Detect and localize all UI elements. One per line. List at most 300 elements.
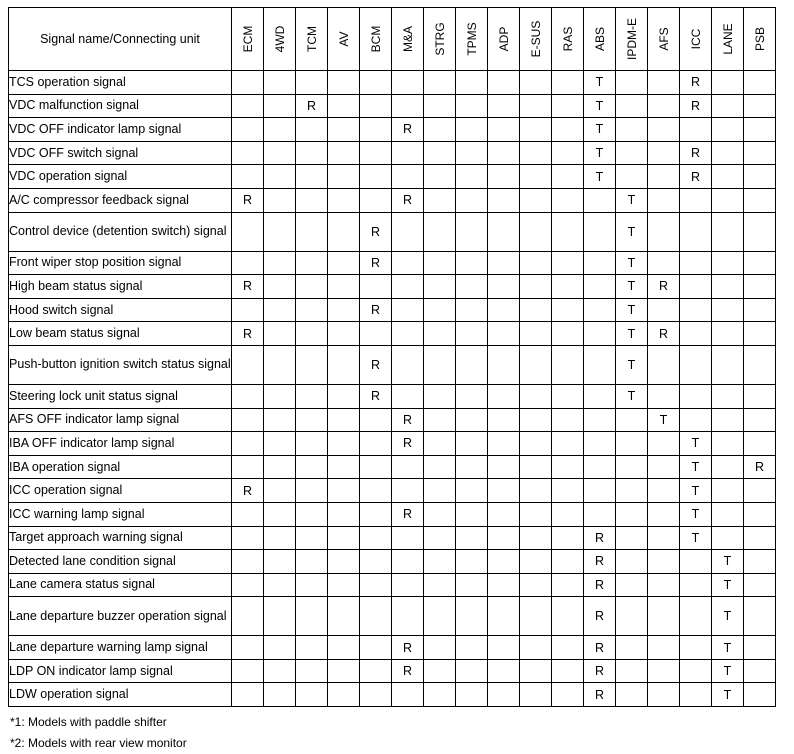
header-unit — [552, 8, 584, 71]
signal-name: VDC operation signal — [9, 165, 232, 189]
unit-cell — [360, 188, 392, 212]
unit-cell — [648, 118, 680, 142]
unit-cell: T — [616, 298, 648, 322]
unit-cell: R — [232, 479, 264, 503]
unit-cell — [648, 432, 680, 456]
unit-cell — [584, 384, 616, 408]
unit-cell — [392, 384, 424, 408]
unit-cell — [360, 573, 392, 597]
header-unit-label: PSB — [752, 26, 767, 52]
signal-name: Lane departure warning lamp signal — [9, 636, 232, 660]
table-row — [9, 165, 776, 189]
unit-cell — [744, 165, 776, 189]
table-row — [9, 345, 776, 384]
unit-cell: T — [680, 479, 712, 503]
unit-cell — [744, 384, 776, 408]
unit-cell — [488, 573, 520, 597]
unit-cell — [744, 345, 776, 384]
unit-cell — [264, 188, 296, 212]
unit-cell: R — [584, 550, 616, 574]
unit-cell — [584, 212, 616, 251]
unit-cell — [232, 165, 264, 189]
unit-cell — [360, 94, 392, 118]
unit-cell — [616, 479, 648, 503]
unit-cell — [584, 322, 616, 346]
unit-cell: T — [712, 573, 744, 597]
unit-cell — [264, 659, 296, 683]
unit-cell — [552, 71, 584, 95]
unit-cell: T — [616, 322, 648, 346]
signal-name: LDW operation signal — [9, 683, 232, 707]
unit-cell — [648, 455, 680, 479]
unit-cell — [328, 251, 360, 275]
signal-name: A/C compressor feedback signal — [9, 188, 232, 212]
unit-cell — [360, 408, 392, 432]
unit-cell — [616, 526, 648, 550]
unit-cell — [680, 298, 712, 322]
unit-cell — [392, 275, 424, 299]
signal-name: VDC malfunction signal — [9, 94, 232, 118]
unit-cell — [520, 408, 552, 432]
unit-cell — [680, 212, 712, 251]
unit-cell — [552, 432, 584, 456]
unit-cell — [488, 455, 520, 479]
unit-cell — [520, 165, 552, 189]
unit-cell — [424, 636, 456, 660]
unit-cell — [520, 322, 552, 346]
unit-cell — [296, 345, 328, 384]
unit-cell — [392, 71, 424, 95]
unit-cell — [712, 502, 744, 526]
signal-name: Lane camera status signal — [9, 573, 232, 597]
unit-cell — [744, 322, 776, 346]
unit-cell — [488, 345, 520, 384]
unit-cell — [520, 479, 552, 503]
unit-cell — [264, 298, 296, 322]
unit-cell — [296, 636, 328, 660]
unit-cell: T — [648, 408, 680, 432]
header-unit — [232, 8, 264, 71]
unit-cell — [616, 502, 648, 526]
unit-cell — [488, 636, 520, 660]
unit-cell — [744, 251, 776, 275]
unit-cell — [552, 636, 584, 660]
table-row — [9, 141, 776, 165]
unit-cell — [616, 455, 648, 479]
table-row — [9, 683, 776, 707]
table-row — [9, 118, 776, 142]
unit-cell — [264, 94, 296, 118]
unit-cell — [424, 71, 456, 95]
unit-cell — [552, 275, 584, 299]
header-unit — [328, 8, 360, 71]
unit-cell — [552, 345, 584, 384]
unit-cell — [232, 432, 264, 456]
unit-cell — [392, 683, 424, 707]
unit-cell — [488, 479, 520, 503]
unit-cell — [648, 188, 680, 212]
unit-cell — [616, 659, 648, 683]
unit-cell — [616, 94, 648, 118]
unit-cell — [744, 502, 776, 526]
signal-name: Front wiper stop position signal — [9, 251, 232, 275]
unit-cell — [520, 188, 552, 212]
unit-cell — [424, 408, 456, 432]
unit-cell — [488, 550, 520, 574]
unit-cell — [552, 408, 584, 432]
unit-cell — [520, 275, 552, 299]
unit-cell — [552, 94, 584, 118]
header-unit — [456, 8, 488, 71]
unit-cell — [296, 212, 328, 251]
unit-cell — [296, 188, 328, 212]
unit-cell: R — [392, 118, 424, 142]
unit-cell: T — [584, 71, 616, 95]
unit-cell — [712, 212, 744, 251]
unit-cell — [264, 322, 296, 346]
unit-cell — [264, 165, 296, 189]
unit-cell — [328, 479, 360, 503]
unit-cell: T — [712, 659, 744, 683]
unit-cell: R — [360, 345, 392, 384]
unit-cell — [328, 118, 360, 142]
signal-name: High beam status signal — [9, 275, 232, 299]
unit-cell — [296, 455, 328, 479]
unit-cell — [488, 298, 520, 322]
unit-cell — [712, 408, 744, 432]
table-body — [9, 71, 776, 707]
unit-cell — [424, 683, 456, 707]
unit-cell — [296, 322, 328, 346]
unit-cell — [392, 597, 424, 636]
unit-cell — [264, 526, 296, 550]
unit-cell — [328, 322, 360, 346]
unit-cell — [712, 275, 744, 299]
unit-cell — [616, 573, 648, 597]
table-row — [9, 94, 776, 118]
table-row — [9, 636, 776, 660]
unit-cell — [360, 432, 392, 456]
unit-cell — [744, 141, 776, 165]
unit-cell — [584, 188, 616, 212]
unit-cell — [744, 550, 776, 574]
unit-cell: R — [360, 212, 392, 251]
unit-cell — [296, 683, 328, 707]
unit-cell: T — [616, 384, 648, 408]
header-unit-label: ECM — [240, 25, 255, 53]
unit-cell — [456, 384, 488, 408]
unit-cell — [264, 432, 296, 456]
unit-cell: T — [616, 251, 648, 275]
unit-cell — [392, 94, 424, 118]
unit-cell — [328, 298, 360, 322]
header-unit-label: TCM — [304, 26, 319, 52]
unit-cell — [552, 502, 584, 526]
unit-cell — [680, 251, 712, 275]
unit-cell: R — [648, 322, 680, 346]
unit-cell — [552, 212, 584, 251]
unit-cell — [296, 659, 328, 683]
unit-cell — [456, 212, 488, 251]
signal-name: Lane departure buzzer operation signal — [9, 597, 232, 636]
unit-cell — [232, 408, 264, 432]
table-row — [9, 322, 776, 346]
unit-cell — [488, 118, 520, 142]
header-unit-label: BCM — [368, 25, 383, 53]
unit-cell — [584, 298, 616, 322]
unit-cell — [296, 479, 328, 503]
unit-cell — [712, 71, 744, 95]
unit-cell — [328, 345, 360, 384]
unit-cell — [264, 636, 296, 660]
unit-cell — [232, 659, 264, 683]
unit-cell — [520, 432, 552, 456]
footnotes — [10, 712, 187, 754]
unit-cell — [680, 573, 712, 597]
unit-cell — [744, 408, 776, 432]
unit-cell — [744, 188, 776, 212]
unit-cell — [552, 322, 584, 346]
unit-cell — [456, 479, 488, 503]
header-unit — [616, 8, 648, 71]
unit-cell — [552, 118, 584, 142]
unit-cell — [456, 275, 488, 299]
unit-cell — [488, 275, 520, 299]
unit-cell — [232, 118, 264, 142]
unit-cell — [488, 384, 520, 408]
unit-cell — [424, 251, 456, 275]
unit-cell — [328, 71, 360, 95]
unit-cell — [680, 275, 712, 299]
unit-cell — [680, 683, 712, 707]
unit-cell — [392, 550, 424, 574]
unit-cell — [616, 550, 648, 574]
unit-cell — [296, 597, 328, 636]
unit-cell — [360, 455, 392, 479]
unit-cell — [616, 165, 648, 189]
unit-cell — [296, 298, 328, 322]
unit-cell — [648, 94, 680, 118]
unit-cell — [712, 479, 744, 503]
unit-cell — [456, 659, 488, 683]
unit-cell — [456, 188, 488, 212]
unit-cell — [520, 636, 552, 660]
unit-cell — [552, 188, 584, 212]
unit-cell — [456, 251, 488, 275]
unit-cell — [456, 141, 488, 165]
unit-cell — [296, 550, 328, 574]
signal-name: AFS OFF indicator lamp signal — [9, 408, 232, 432]
unit-cell — [424, 455, 456, 479]
table-row — [9, 455, 776, 479]
unit-cell — [744, 526, 776, 550]
unit-cell — [744, 298, 776, 322]
unit-cell — [392, 165, 424, 189]
unit-cell: R — [392, 432, 424, 456]
unit-cell — [456, 71, 488, 95]
unit-cell — [232, 636, 264, 660]
unit-cell: T — [680, 526, 712, 550]
unit-cell — [488, 165, 520, 189]
unit-cell — [328, 141, 360, 165]
unit-cell: T — [680, 502, 712, 526]
unit-cell — [648, 597, 680, 636]
header-unit-label: M&A — [400, 25, 415, 53]
signal-name: ICC warning lamp signal — [9, 502, 232, 526]
unit-cell — [328, 188, 360, 212]
unit-cell — [264, 251, 296, 275]
unit-cell — [712, 94, 744, 118]
unit-cell — [488, 71, 520, 95]
table-row — [9, 71, 776, 95]
unit-cell — [648, 526, 680, 550]
table-row — [9, 212, 776, 251]
unit-cell — [264, 141, 296, 165]
unit-cell — [680, 345, 712, 384]
unit-cell — [456, 550, 488, 574]
header-unit — [360, 8, 392, 71]
unit-cell: R — [680, 165, 712, 189]
unit-cell — [520, 573, 552, 597]
header-unit-label: 4WD — [272, 25, 287, 53]
header-unit — [680, 8, 712, 71]
table-row — [9, 659, 776, 683]
unit-cell — [264, 502, 296, 526]
unit-cell — [296, 432, 328, 456]
unit-cell — [360, 550, 392, 574]
unit-cell — [296, 384, 328, 408]
unit-cell — [232, 526, 264, 550]
unit-cell — [712, 298, 744, 322]
footnote-2: *2: Models with rear view monitor — [10, 736, 187, 750]
unit-cell — [232, 141, 264, 165]
unit-cell — [264, 550, 296, 574]
header-unit-label: TPMS — [464, 22, 479, 56]
unit-cell — [424, 275, 456, 299]
unit-cell: R — [360, 298, 392, 322]
unit-cell — [264, 118, 296, 142]
unit-cell — [360, 597, 392, 636]
unit-cell — [616, 432, 648, 456]
unit-cell — [360, 118, 392, 142]
unit-cell — [328, 275, 360, 299]
unit-cell — [744, 479, 776, 503]
signal-table — [8, 7, 776, 707]
unit-cell — [552, 141, 584, 165]
unit-cell: T — [584, 141, 616, 165]
header-unit — [488, 8, 520, 71]
unit-cell: T — [584, 94, 616, 118]
unit-cell — [328, 455, 360, 479]
unit-cell — [616, 408, 648, 432]
unit-cell: R — [584, 526, 616, 550]
unit-cell — [328, 212, 360, 251]
unit-cell — [456, 455, 488, 479]
unit-cell — [296, 275, 328, 299]
unit-cell: T — [616, 275, 648, 299]
unit-cell — [232, 71, 264, 95]
signal-name: VDC OFF indicator lamp signal — [9, 118, 232, 142]
unit-cell: T — [616, 212, 648, 251]
footnote-1: *1: Models with paddle shifter — [10, 715, 167, 729]
unit-cell: T — [616, 188, 648, 212]
unit-cell — [328, 550, 360, 574]
unit-cell — [488, 212, 520, 251]
unit-cell — [520, 118, 552, 142]
unit-cell — [232, 251, 264, 275]
unit-cell — [520, 550, 552, 574]
unit-cell — [392, 573, 424, 597]
signal-name: Low beam status signal — [9, 322, 232, 346]
unit-cell — [680, 636, 712, 660]
unit-cell — [456, 597, 488, 636]
unit-cell — [712, 345, 744, 384]
unit-cell — [616, 683, 648, 707]
unit-cell — [424, 502, 456, 526]
unit-cell — [648, 659, 680, 683]
unit-cell — [648, 479, 680, 503]
unit-cell — [488, 94, 520, 118]
header-unit-label: STRG — [432, 22, 447, 56]
unit-cell — [296, 118, 328, 142]
unit-cell — [296, 251, 328, 275]
unit-cell — [360, 479, 392, 503]
unit-cell — [328, 636, 360, 660]
unit-cell — [392, 251, 424, 275]
unit-cell — [488, 683, 520, 707]
unit-cell — [424, 573, 456, 597]
unit-cell — [552, 384, 584, 408]
unit-cell — [744, 118, 776, 142]
unit-cell: T — [616, 345, 648, 384]
unit-cell — [328, 408, 360, 432]
unit-cell — [328, 94, 360, 118]
unit-cell: R — [584, 636, 616, 660]
unit-cell — [328, 573, 360, 597]
unit-cell: T — [680, 432, 712, 456]
unit-cell — [552, 455, 584, 479]
unit-cell: R — [584, 573, 616, 597]
unit-cell — [456, 322, 488, 346]
unit-cell — [424, 384, 456, 408]
unit-cell — [520, 345, 552, 384]
unit-cell — [456, 408, 488, 432]
unit-cell — [584, 251, 616, 275]
header-signal-name: Signal name/Connecting unit — [9, 8, 232, 71]
header-unit-label: LANE — [720, 23, 735, 55]
unit-cell — [648, 384, 680, 408]
unit-cell — [264, 573, 296, 597]
table-row — [9, 597, 776, 636]
unit-cell — [328, 597, 360, 636]
unit-cell — [744, 212, 776, 251]
unit-cell — [648, 573, 680, 597]
unit-cell — [520, 683, 552, 707]
unit-cell — [680, 659, 712, 683]
unit-cell: T — [712, 550, 744, 574]
unit-cell — [584, 345, 616, 384]
unit-cell — [552, 165, 584, 189]
unit-cell — [584, 275, 616, 299]
unit-cell — [488, 141, 520, 165]
unit-cell — [712, 432, 744, 456]
signal-name: IBA operation signal — [9, 455, 232, 479]
unit-cell — [552, 479, 584, 503]
unit-cell — [360, 659, 392, 683]
unit-cell — [424, 432, 456, 456]
unit-cell — [712, 188, 744, 212]
unit-cell — [264, 384, 296, 408]
